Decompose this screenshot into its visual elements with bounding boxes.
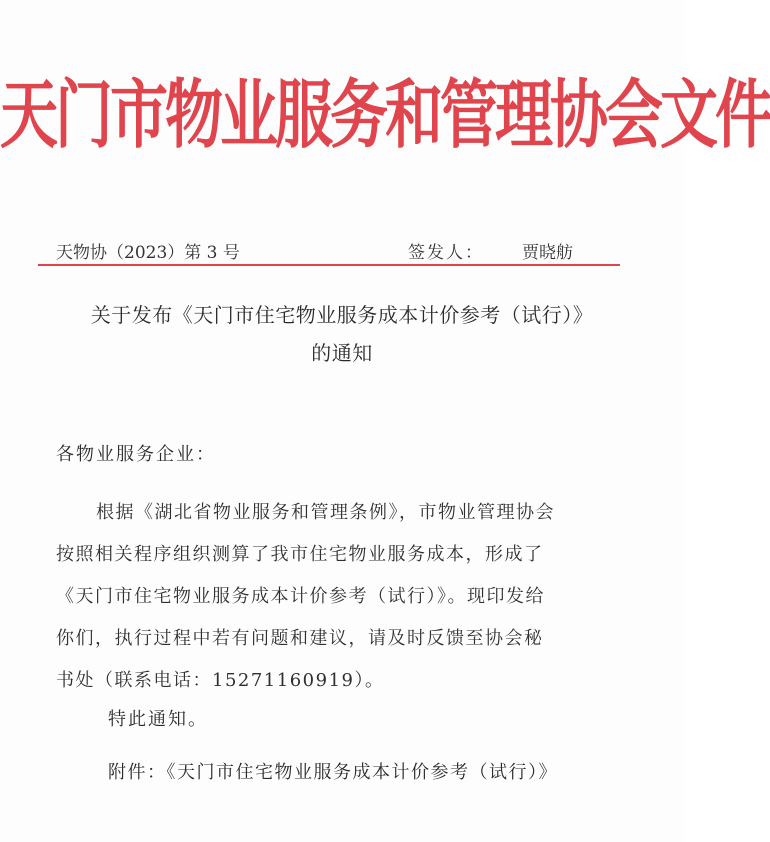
attachment-reference: 附件：《天门市住宅物业服务成本计价参考（试行）》 [108, 762, 558, 783]
signer-label: 签发人： [408, 243, 484, 263]
body-line-2: 按照相关程序组织测算了我市住宅物业服务成本，形成了 [56, 544, 544, 565]
closing-remark: 特此通知。 [108, 709, 208, 730]
document-number: 天物协（2023）第 3 号 [56, 243, 240, 263]
header-divider [38, 264, 620, 266]
body-line-5: 书处（联系电话：15271160919）。 [56, 670, 385, 691]
signer-block [408, 238, 573, 263]
notice-title-line-2: 的通知 [311, 341, 373, 365]
document-header-title: 天门市物业服务和管理协会文件 [0, 71, 770, 159]
notice-title [30, 296, 654, 372]
salutation: 各物业服务企业： [56, 444, 216, 465]
body-line-3: 《天门市住宅物业服务成本计价参考（试行）》。现印发给 [56, 586, 545, 607]
signer-name: 贾晓舫 [522, 243, 573, 263]
body-line-4: 你们，执行过程中若有问题和建议，请及时反馈至协会秘 [56, 628, 544, 649]
body-line-1: 根据《湖北省物业服务和管理条例》，市物业管理协会 [96, 502, 555, 523]
notice-body [56, 492, 626, 702]
document-meta-row [56, 236, 616, 264]
notice-title-line-1: 关于发布《天门市住宅物业服务成本计价参考（试行）》 [90, 303, 594, 327]
